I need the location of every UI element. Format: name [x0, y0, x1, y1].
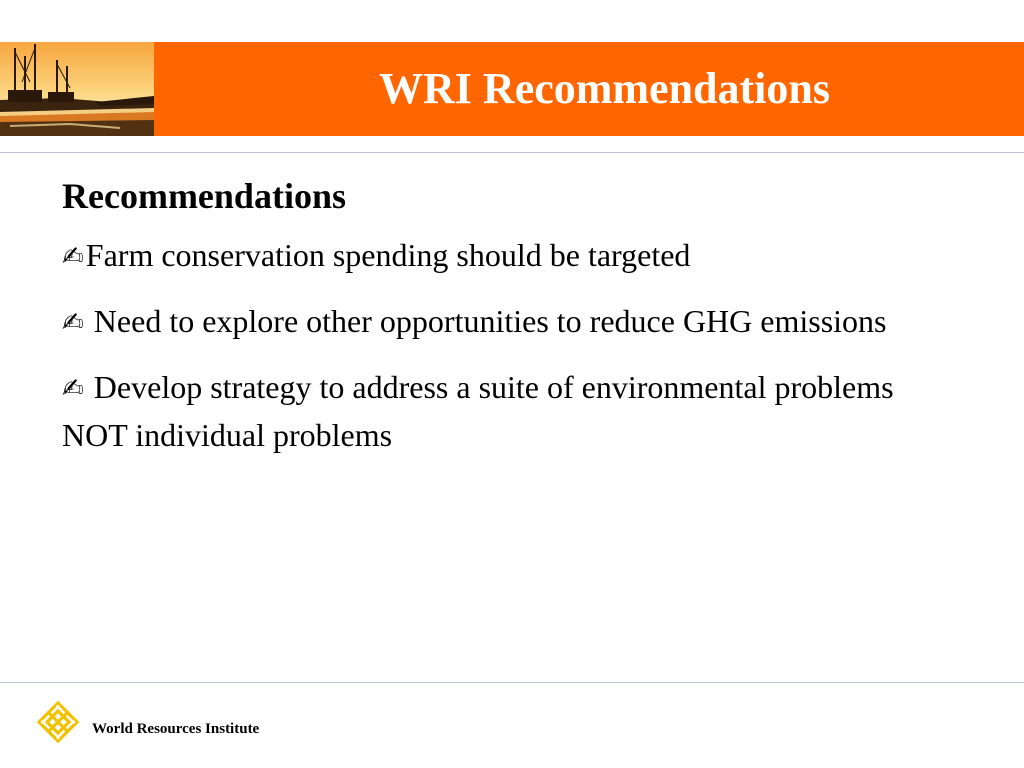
bullet-item — [62, 298, 962, 346]
writing-hand-icon: ✍ — [62, 374, 84, 404]
writing-hand-icon: ✍ — [62, 242, 84, 272]
slide-body — [62, 172, 962, 476]
header-divider — [0, 152, 1024, 153]
bullet-text: Farm conservation spending should be targeted — [85, 237, 691, 273]
slide-title-text: WRI Recommendations — [379, 64, 830, 113]
header-bar — [0, 42, 1024, 136]
bullet-item — [62, 232, 962, 280]
writing-hand-icon: ✍ — [62, 308, 84, 338]
organization-name: World Resources Institute — [92, 721, 260, 737]
slide-title — [174, 42, 1004, 136]
bullet-item — [62, 364, 962, 458]
section-heading: Recommendations — [62, 176, 346, 216]
bullet-text: Need to explore other opportunities to reduce GHG emissions — [85, 303, 887, 339]
wri-knot-logo-icon — [36, 700, 80, 744]
footer-divider — [0, 682, 1024, 683]
bullet-text: Develop strategy to address a suite of environmental problems NOT individual problems — [62, 369, 894, 453]
header-photo — [0, 42, 154, 136]
